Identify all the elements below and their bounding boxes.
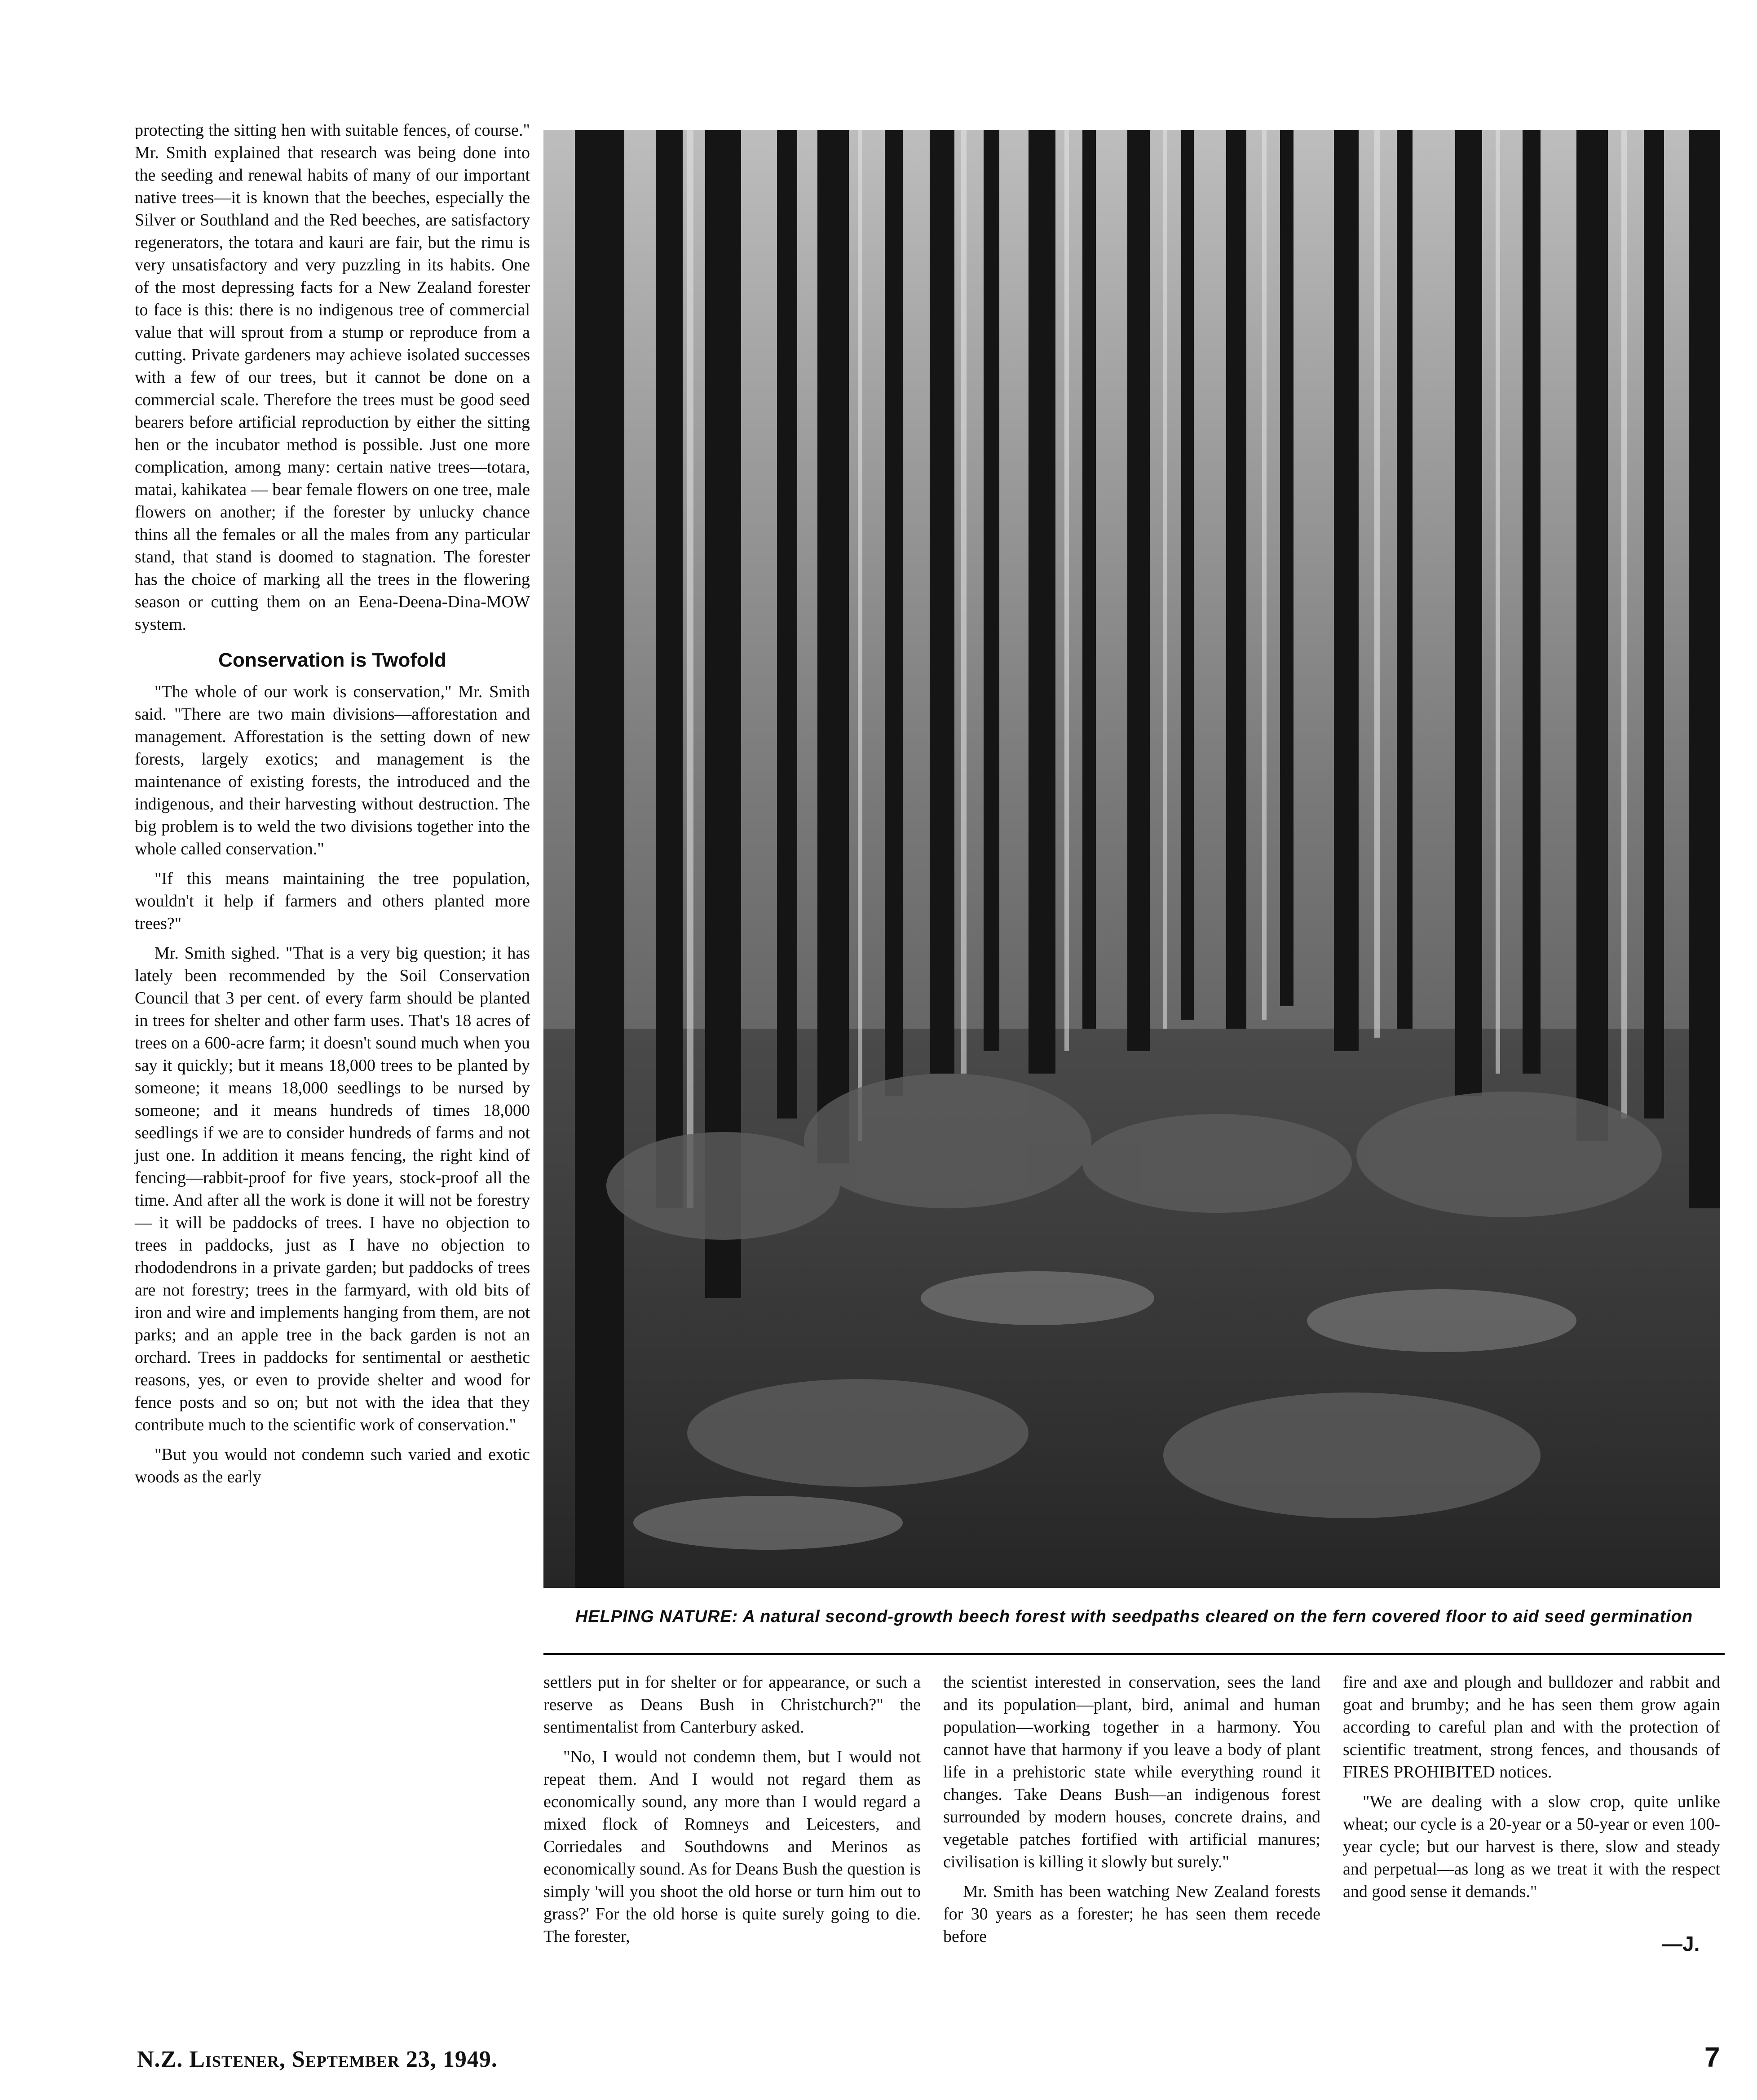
col4-paragraph-2: "We are dealing with a slow crop, quite unlike wheat; our cycle is a 20-year or a 50-year or even 100-year cycle; but our harvest is there, slow and steady and perpetual—as long as we treat it with the respect and good sense it demands." xyxy=(1343,1792,1720,1901)
left-paragraph-4: Mr. Smith sighed. "That is a very big question; it has lately been recommended by the Soil Conservation Council that 3 per cent. of every farm should be planted in trees for shelter and other farm uses. That's 18 acres of trees on a 600-acre farm; it doesn't sound much when you say it quickly; but it means 18,000 trees to be planted by someone; it means 18,000 seedlings to be nursed by someone; and it means hundreds of times 18,000 seedlings if we are to consider hundreds of farms and not just one. In addition it means fencing, the right kind of fencing—rabbit-proof for five years, stock-proof all the time. And after all the work is done it will not be forestry — it will be paddocks of trees. I have no objection to trees in paddocks, just as I have no objection to rhododendrons in a private garden; but paddocks of trees are not forestry; trees in the farmyard, with old bits of iron and wire and implements hanging from them, are not parks; and an apple tree in the back garden is not an orchard. Trees in paddocks for sentimental or aesthetic reasons, yes, or even to provide shelter and wood for fence posts and so on; but not with the idea that they contribute much to the scientific work of conservation." xyxy=(135,944,530,1434)
left-paragraph-3: "If this means maintaining the tree population, wouldn't it help if farmers and others planted more trees?" xyxy=(135,869,530,933)
section-heading: Conservation is Twofold xyxy=(218,649,446,671)
forest-photo-image xyxy=(543,130,1720,1588)
page-number: 7 xyxy=(1704,2042,1720,2073)
col2-paragraph-2: "No, I would not condemn them, but I would not repeat them. And I would not regard them as economically sound, any more than I would regard a mixed flock of Romneys and Leicesters, and Corriedales and Southdowns and Merinos as economically sound. As for Deans Bush the question is simply 'will you shoot the old horse or turn him out to grass?' For the old horse is quite surely going to die. The forester, xyxy=(543,1747,921,1946)
caption-divider xyxy=(543,1653,1725,1655)
footer-masthead: N.Z. Listener, September 23, 1949. xyxy=(137,2047,498,2072)
left-paragraph-5: "But you would not condemn such varied and exotic woods as the early xyxy=(135,1445,530,1486)
forest-photo xyxy=(543,130,1720,1588)
col4-paragraph-1: fire and axe and plough and bulldozer and rabbit and goat and brumby; and he has seen them grow again according to careful plan and with the protection of scientific treatment, strong fences, and thousands of FIRES PROHIBITED notices. xyxy=(1343,1673,1720,1782)
left-paragraph-2: "The whole of our work is conservation," Mr. Smith said. "There are two main divisions—afforestation and management. Afforestation is the setting down of new forests, largely exotics; and management is the maintenance of existing forests, the introduced and the indigenous, and their harvesting without destruction. The big problem is to weld the two divisions together into the whole called conservation." xyxy=(135,682,530,858)
col3-paragraph-2: Mr. Smith has been watching New Zealand forests for 30 years as a forester; he has seen them recede before xyxy=(943,1882,1320,1946)
col2-paragraph-1: settlers put in for shelter or for appearance, or such a reserve as Deans Bush in Christchurch?" the sentimentalist from Canterbury asked. xyxy=(543,1673,921,1737)
column-3 xyxy=(943,1671,1320,1955)
author-signature: —J. xyxy=(1662,1932,1700,1955)
photo-caption: HELPING NATURE: A natural second-growth beech forest with seedpaths cleared on the fern covered floor to aid seed germination xyxy=(575,1607,1693,1626)
column-2 xyxy=(543,1671,921,1955)
left-paragraph-1: protecting the sitting hen with suitable fences, of course." Mr. Smith explained that research was being done into the seeding and renewal habits of many of our important native trees—it is known that the beeches, especially the Silver or Southland and the Red beeches, are satisfactory regenerators, the totara and kauri are fair, but the rimu is very unsatisfactory and very puzzling in its habits. One of the most depressing facts for a New Zealand forester to face is this: there is no indigenous tree of commercial value that will sprout from a stump or reproduce from a cutting. Private gardeners may achieve isolated successes with a few of our trees, but it cannot be done on a commercial scale. Therefore the trees must be good seed bearers before artificial reproduction by either the sitting hen or the incubator method is possible. Just one more complication, among many: certain native trees—totara, matai, kahikatea — bear female flowers on one tree, male flowers on another; if the forester by unlucky chance thins all the females or all the males from any particular stand, that stand is doomed to stagnation. The forester has the choice of marking all the trees in the flowering season or cutting them on an Eena-Deena-Dina-MOW system. xyxy=(135,121,530,634)
column-4 xyxy=(1343,1671,1720,1910)
left-column xyxy=(135,119,530,1495)
col3-paragraph-1: the scientist interested in conservation, sees the land and its population—plant, bird, animal and human population—working together in a harmony. You cannot have that harmony if you leave a body of plant life in a prehistoric state while everything round it changes. Take Deans Bush—an indigenous forest surrounded by modern houses, concrete drains, and vegetable patches fortified with artificial manures; civilisation is killing it slowly but surely." xyxy=(943,1673,1320,1871)
